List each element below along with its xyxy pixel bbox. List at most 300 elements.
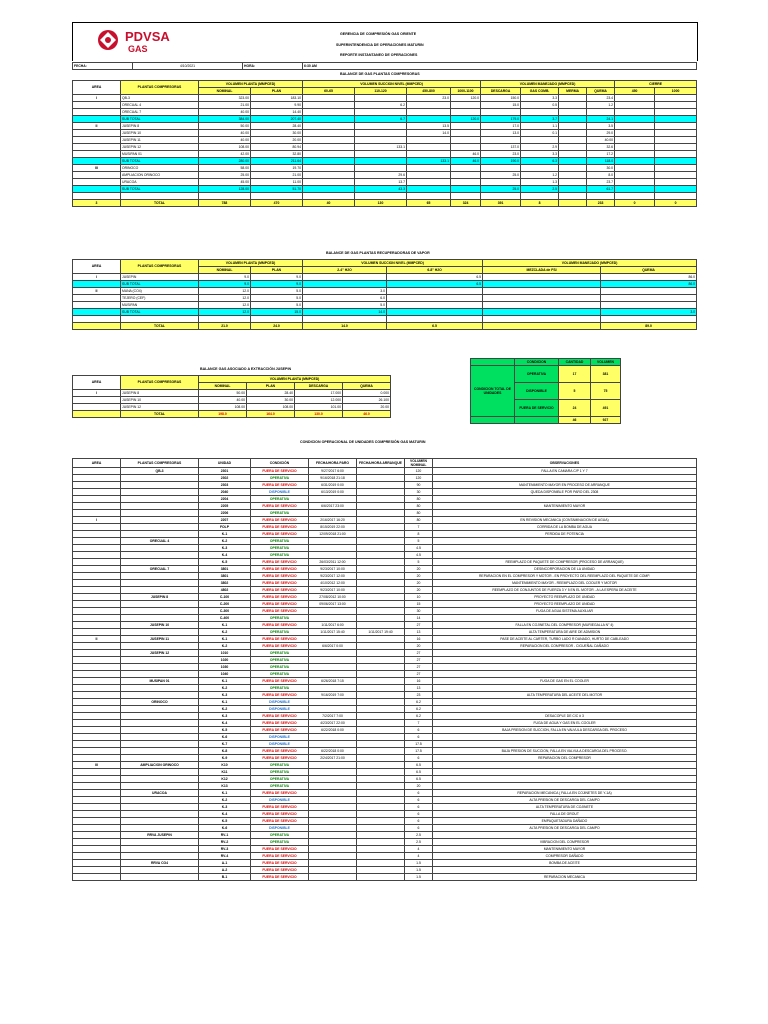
- status-badge: FUERA DE SERVICIO: [251, 692, 309, 699]
- table-cell: 23.0: [407, 95, 451, 102]
- table-cell: [357, 755, 405, 762]
- table-row: [73, 316, 697, 323]
- table-cell: II: [73, 636, 121, 643]
- table-row: [73, 552, 697, 559]
- status-badge: FUERA DE SERVICIO: [251, 482, 309, 489]
- table-cell: [407, 186, 451, 193]
- table-cell: FUGA DE AGUA SISTEMA AUXILIAR: [433, 608, 697, 615]
- table-cell: 9.0: [199, 281, 251, 288]
- balance-compresoras-body: [73, 95, 697, 207]
- table-cell: [521, 137, 559, 144]
- table-cell: [357, 867, 405, 874]
- table-cell: [483, 288, 601, 295]
- table-cell: [73, 860, 121, 867]
- table-cell: 1/11/2017 15:40: [309, 629, 357, 636]
- table-cell: [615, 95, 655, 102]
- table-cell: [73, 144, 121, 151]
- table-cell: 32.6: [587, 144, 615, 151]
- table-cell: [481, 193, 521, 200]
- table-cell: [615, 193, 655, 200]
- table-cell: K-3: [199, 545, 251, 552]
- table-cell: [357, 636, 405, 643]
- table-cell: [73, 769, 121, 776]
- table-cell: [407, 137, 451, 144]
- table-cell: 6.5: [387, 281, 483, 288]
- status-badge: FUERA DE SERVICIO: [251, 678, 309, 685]
- table-cell: 0.1: [521, 130, 559, 137]
- table-cell: [559, 123, 587, 130]
- table-cell: [121, 601, 199, 608]
- status-badge: OPERATIVA: [251, 839, 309, 846]
- table-row: [73, 783, 697, 790]
- table-cell: [303, 186, 355, 193]
- table-cell: 5.0: [303, 302, 387, 309]
- table-cell: [251, 316, 303, 323]
- table-cell: [451, 109, 481, 116]
- status-badge: OPERATIVA: [251, 510, 309, 517]
- table-cell: 15: [405, 601, 433, 608]
- cond-operativa: OPERATIVA: [515, 366, 559, 383]
- table-cell: [357, 818, 405, 825]
- table-cell: [433, 685, 697, 692]
- table-cell: K-2: [199, 538, 251, 545]
- table-cell: 183.10: [251, 95, 303, 102]
- table-cell: 27/08/2012 10:00: [309, 594, 357, 601]
- table-cell: [73, 102, 121, 109]
- table-cell: [73, 832, 121, 839]
- table-cell: 13: [405, 629, 433, 636]
- table-cell: 6.0: [303, 295, 387, 302]
- table-cell: [481, 137, 521, 144]
- table-cell: [73, 748, 121, 755]
- table-cell: [121, 587, 199, 594]
- table-row: [73, 678, 697, 685]
- table-cell: [357, 475, 405, 482]
- table-cell: [655, 137, 697, 144]
- balance-compresoras-table: [72, 80, 697, 207]
- table-cell: [521, 109, 559, 116]
- table-cell: [73, 186, 121, 193]
- table-cell: 6: [405, 818, 433, 825]
- status-badge: FUERA DE SERVICIO: [251, 818, 309, 825]
- table-cell: [73, 755, 121, 762]
- table-row: [73, 186, 697, 193]
- table-cell: [309, 538, 357, 545]
- table-cell: [73, 109, 121, 116]
- status-badge: OPERATIVA: [251, 650, 309, 657]
- table-cell: 120: [405, 475, 433, 482]
- table-row: [73, 699, 697, 706]
- table-cell: K-2: [199, 629, 251, 636]
- table-cell: 108.00: [199, 144, 251, 151]
- table-row: [73, 503, 697, 510]
- cond-h-condicion: CONDICION: [515, 359, 559, 366]
- table-cell: RV-3: [199, 846, 251, 853]
- table-cell: [121, 720, 199, 727]
- table-cell: [451, 193, 481, 200]
- table-cell: [309, 797, 357, 804]
- status-badge: FUERA DE SERVICIO: [251, 524, 309, 531]
- table-cell: [121, 643, 199, 650]
- table-cell: [655, 109, 697, 116]
- table-cell: DESACOPLE DE C/C # 3: [433, 713, 697, 720]
- table-cell: [309, 671, 357, 678]
- table-cell: K-1: [199, 699, 251, 706]
- table-cell: [433, 776, 697, 783]
- table-row: [73, 545, 697, 552]
- condicion-unidades-table: [72, 458, 697, 881]
- table-cell: [303, 158, 355, 165]
- table-cell: [73, 797, 121, 804]
- cond-fuera-cant: 24: [559, 400, 591, 417]
- table-cell: [73, 867, 121, 874]
- table-cell: [433, 734, 697, 741]
- table-cell: K-9: [199, 755, 251, 762]
- table-cell: FALLA EN CAMARA C/P 1 Y 7: [433, 468, 697, 475]
- table-cell: [433, 664, 697, 671]
- table-cell: [73, 158, 121, 165]
- table-cell: [655, 95, 697, 102]
- table-row: [73, 510, 697, 517]
- cond-operativa-cant: 17: [559, 366, 591, 383]
- table-cell: [433, 741, 697, 748]
- table-cell: 8/15/2019 22:00: [309, 524, 357, 531]
- status-badge: FUERA DE SERVICIO: [251, 517, 309, 524]
- table-cell: [559, 158, 587, 165]
- table-cell: 6/6/2017 0:00: [309, 643, 357, 650]
- table-row: [73, 832, 697, 839]
- table-cell: 40: [303, 200, 355, 207]
- table-cell: K-1: [199, 790, 251, 797]
- table-cell: [357, 517, 405, 524]
- table-cell: ALTA TEMPERATURA DE COJINETE: [433, 804, 697, 811]
- table-cell: B-1: [199, 874, 251, 881]
- table-row: [73, 748, 697, 755]
- table-cell: [355, 151, 407, 158]
- table-cell: K-2: [199, 706, 251, 713]
- table-row: [73, 116, 697, 123]
- status-badge: FUERA DE SERVICIO: [251, 594, 309, 601]
- table-cell: [303, 165, 355, 172]
- table-cell: [309, 790, 357, 797]
- table-cell: [357, 762, 405, 769]
- table-cell: 8: [405, 531, 433, 538]
- header-line-2: SUPERINTENDENCIA DE OPERACIONES MATURIN: [336, 43, 424, 47]
- table-cell: III: [73, 165, 121, 172]
- table-cell: [73, 172, 121, 179]
- table-row: [73, 839, 697, 846]
- sub-2-4: 2-4" H2O: [303, 267, 387, 274]
- table-cell: 2040: [199, 489, 251, 496]
- table-cell: [309, 552, 357, 559]
- table-row: [73, 496, 697, 503]
- table-cell: 5.0: [251, 302, 303, 309]
- table-cell: 2301: [199, 468, 251, 475]
- table-cell: II: [73, 123, 121, 130]
- table-row: [73, 762, 697, 769]
- table-cell: [355, 137, 407, 144]
- table-cell: 14.0: [303, 323, 387, 330]
- table-cell: [451, 102, 481, 109]
- table-cell: 9.0: [199, 274, 251, 281]
- table-cell: [73, 853, 121, 860]
- table-row: [73, 524, 697, 531]
- table-cell: K-5: [199, 727, 251, 734]
- table-cell: [73, 818, 121, 825]
- table-cell: [309, 734, 357, 741]
- table-row: [73, 741, 697, 748]
- table-cell: [121, 797, 199, 804]
- table-cell: [655, 172, 697, 179]
- table-cell: [357, 657, 405, 664]
- table-cell: 28.40: [251, 123, 303, 130]
- table-cell: [433, 699, 697, 706]
- table-cell: FUGA DE GAS EN EL COOLER: [433, 678, 697, 685]
- table-cell: 61.7: [587, 186, 615, 193]
- table-cell: URACOA: [121, 790, 199, 797]
- col-vol-manejado: VOLUMEN MANEJADO (MMPCED): [481, 81, 615, 88]
- table-cell: [73, 179, 121, 186]
- table-cell: [483, 295, 601, 302]
- table-cell: 101.00: [295, 404, 343, 411]
- table-cell: K-8: [199, 748, 251, 755]
- table-row: [73, 790, 697, 797]
- table-cell: 58.00: [199, 165, 251, 172]
- table-cell: 27: [405, 622, 433, 629]
- table-cell: [73, 302, 121, 309]
- status-badge: FUERA DE SERVICIO: [251, 601, 309, 608]
- table-cell: [73, 489, 121, 496]
- table-cell: 9/23/2017 10:00: [309, 587, 357, 594]
- table-cell: 0.000: [343, 390, 391, 397]
- table-cell: [73, 552, 121, 559]
- table-cell: 5.0: [251, 288, 303, 295]
- table-cell: JUSEPIN 8: [121, 123, 199, 130]
- table-cell: [481, 109, 521, 116]
- cond-disponible-cant: 5: [559, 383, 591, 400]
- table-cell: [73, 130, 121, 137]
- table-cell: SUB TOTAL: [121, 309, 199, 316]
- table-row: [73, 657, 697, 664]
- table-cell: I: [73, 274, 121, 281]
- table-cell: [357, 860, 405, 867]
- col-area: AREA: [73, 459, 121, 468]
- table-cell: 3.0: [601, 309, 697, 316]
- header-line-1: GERENCIA DE COMPRESIÓN GAS ORIENTE: [340, 32, 417, 36]
- table-cell: [309, 839, 357, 846]
- table-cell: [355, 123, 407, 130]
- table-row: [73, 874, 697, 881]
- table-cell: 6: [405, 734, 433, 741]
- table-cell: [73, 587, 121, 594]
- status-badge: FUERA DE SERVICIO: [251, 853, 309, 860]
- table-cell: MUSIPAN: [121, 302, 199, 309]
- table-cell: ORECUAL 4: [121, 102, 199, 109]
- table-cell: [483, 323, 601, 330]
- table-cell: 323.00: [199, 95, 251, 102]
- sub-nominal: NOMINAL: [199, 88, 251, 95]
- table-cell: [251, 193, 303, 200]
- table-cell: 0.5: [521, 102, 559, 109]
- table-row: [73, 692, 697, 699]
- table-row: [73, 559, 697, 566]
- table-cell: K12: [199, 776, 251, 783]
- table-cell: [73, 629, 121, 636]
- table-row: [73, 151, 697, 158]
- table-cell: [357, 531, 405, 538]
- table-cell: FUGA DE AGUA Y GAS EN EL COOLER: [433, 720, 697, 727]
- table-cell: [433, 657, 697, 664]
- table-cell: [121, 503, 199, 510]
- table-cell: 50.00: [199, 123, 251, 130]
- table-cell: 6.5: [387, 274, 483, 281]
- table-cell: [309, 853, 357, 860]
- table-cell: 90: [405, 482, 433, 489]
- table-cell: 6.5: [387, 323, 483, 330]
- table-cell: [357, 601, 405, 608]
- status-badge: FUERA DE SERVICIO: [251, 622, 309, 629]
- table-cell: [199, 193, 251, 200]
- table-cell: [407, 193, 451, 200]
- table-row: [73, 144, 697, 151]
- table-cell: K13: [199, 783, 251, 790]
- table-cell: 2205: [199, 503, 251, 510]
- table-cell: 133.1: [355, 144, 407, 151]
- hora-value: 6:30 AM: [303, 63, 697, 70]
- table-cell: [481, 179, 521, 186]
- table-cell: 3802: [199, 580, 251, 587]
- sub-plan: PLAN: [251, 267, 303, 274]
- table-row: [73, 615, 697, 622]
- table-cell: [121, 685, 199, 692]
- table-cell: [121, 496, 199, 503]
- table-cell: [73, 281, 121, 288]
- table-cell: BAJA PRESION DE SUCCION, FALLA EN VALVULA DESCARGA DEL PROCESO.: [433, 748, 697, 755]
- table-cell: RRVA JUSEPIN: [121, 832, 199, 839]
- table-row: [73, 797, 697, 804]
- cond-fuera: FUERA DE SERVICIO: [515, 400, 559, 417]
- table-cell: [73, 839, 121, 846]
- status-badge: FUERA DE SERVICIO: [251, 531, 309, 538]
- table-cell: REPARACION DEL COMPRESOR: [433, 755, 697, 762]
- table-cell: [559, 137, 587, 144]
- table-cell: [615, 151, 655, 158]
- table-row: [73, 818, 697, 825]
- table-cell: 23: [405, 692, 433, 699]
- table-cell: [655, 165, 697, 172]
- table-cell: 30: [405, 608, 433, 615]
- cond-title: CONDICION TOTAL DE UNIDADES: [471, 366, 515, 417]
- table-cell: [355, 109, 407, 116]
- table-cell: REPARACION DEL COMPRESOR - CIGUEÑAL DAÑADO: [433, 643, 697, 650]
- table-cell: [303, 151, 355, 158]
- col-vol-planta: VOLUMEN PLANTA (MMPCED): [199, 376, 391, 383]
- table-cell: [121, 489, 199, 496]
- table-cell: [303, 172, 355, 179]
- table-row: [73, 727, 697, 734]
- col-area: AREA: [73, 376, 121, 390]
- table-cell: 12.000: [295, 397, 343, 404]
- section1-title: BALANCE DE GAS PLANTAS COMPRESORAS: [340, 72, 420, 76]
- table-cell: 6/22/2018 0:00: [309, 748, 357, 755]
- table-cell: 17.000: [295, 390, 343, 397]
- table-cell: K-3: [199, 804, 251, 811]
- table-cell: RV-1: [199, 832, 251, 839]
- table-cell: [655, 193, 697, 200]
- table-cell: [73, 475, 121, 482]
- table-cell: 207.40: [251, 116, 303, 123]
- status-badge: OPERATIVA: [251, 657, 309, 664]
- table-cell: [73, 503, 121, 510]
- table-cell: COMPRESOR DAÑADO: [433, 853, 697, 860]
- table-cell: 6/13/2019 0:00: [309, 489, 357, 496]
- table-cell: [73, 594, 121, 601]
- table-cell: 6.2: [405, 713, 433, 720]
- table-cell: [559, 95, 587, 102]
- table-cell: [559, 200, 587, 207]
- table-cell: [355, 165, 407, 172]
- table-cell: [615, 116, 655, 123]
- table-row: [73, 475, 697, 482]
- table-cell: 120: [405, 468, 433, 475]
- table-cell: 0: [615, 200, 655, 207]
- sub-110-120: 110-120: [355, 88, 407, 95]
- table-cell: [655, 130, 697, 137]
- table-cell: 17.0: [481, 123, 521, 130]
- table-cell: [73, 692, 121, 699]
- table-cell: [451, 165, 481, 172]
- table-cell: 1.5: [405, 860, 433, 867]
- sub-merma: MERMA: [559, 88, 587, 95]
- table-cell: SUB TOTAL: [121, 116, 199, 123]
- table-cell: [559, 116, 587, 123]
- table-cell: [357, 524, 405, 531]
- table-cell: [309, 510, 357, 517]
- table-cell: [73, 811, 121, 818]
- table-cell: 137.0: [481, 144, 521, 151]
- table-cell: 27: [405, 664, 433, 671]
- table-cell: ALTA TEMPERATURA DE AIRE DE ADMISION: [433, 629, 697, 636]
- table-cell: [357, 720, 405, 727]
- brand-name: PDVSA: [125, 29, 170, 44]
- status-badge: FUERA DE SERVICIO: [251, 503, 309, 510]
- table-cell: 6: [405, 727, 433, 734]
- table-cell: 86.0: [601, 274, 697, 281]
- table-cell: ALTA PRESION DE DESCARGA DEL CAMPO: [433, 825, 697, 832]
- table-cell: [357, 587, 405, 594]
- col-vol-planta: VOLUMEN PLANTA (MMPCED): [199, 260, 303, 267]
- table-cell: [121, 853, 199, 860]
- table-cell: [121, 741, 199, 748]
- table-cell: [309, 818, 357, 825]
- table-row: [73, 804, 697, 811]
- table-cell: 29.6: [355, 172, 407, 179]
- table-cell: [303, 144, 355, 151]
- status-badge: OPERATIVA: [251, 475, 309, 482]
- fecha-value: 4/10/2021: [133, 63, 243, 70]
- table-cell: 80: [405, 496, 433, 503]
- table-cell: 1.5: [405, 867, 433, 874]
- table-cell: JUSEPIN 8: [121, 594, 199, 601]
- table-cell: [73, 804, 121, 811]
- table-cell: 2303: [199, 482, 251, 489]
- col-vol-succion: VOLUMEN SUCCION NIVEL (MMPCED): [303, 260, 483, 267]
- table-cell: [433, 615, 697, 622]
- table-cell: [121, 706, 199, 713]
- sub-plan: PLAN: [247, 383, 295, 390]
- table-cell: 45.00: [199, 179, 251, 186]
- table-cell: TOTAL: [121, 411, 199, 418]
